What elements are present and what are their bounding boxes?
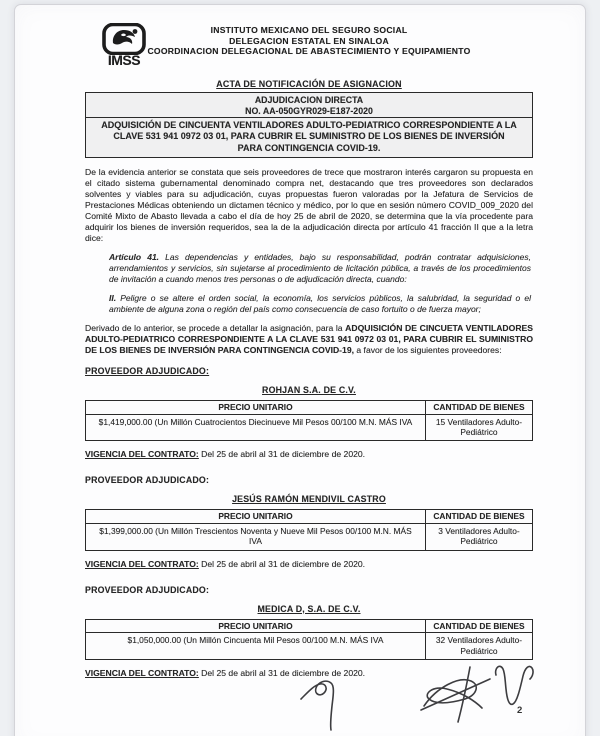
provider-name: MEDICA D, S.A. DE C.V. [257,603,361,614]
title-boxes [85,92,533,158]
price-cell: $1,399,000.00 (Un Millón Trescientos Noventa y Nueve Mil Pesos 00/100 M.N. MÁS IVA [99,525,412,547]
fraccion-ii-lead: II. [109,293,117,304]
institution-line-1: INSTITUTO MEXICANO DEL SEGURO SOCIAL [210,25,408,35]
provider-label: PROVEEDOR ADJUDICADO: [85,475,210,486]
institution-line-3: COORDINACION DELEGACIONAL DE ABASTECIMIENTO Y EQUIPAMIENTO [147,46,471,57]
provider-label: PROVEEDOR ADJUDICADO: [85,584,210,595]
table-header-row [86,510,532,523]
validity-label: VIGENCIA DEL CONTRATO: [85,667,199,678]
paragraph-derivado [85,323,533,356]
contract-validity [85,559,533,569]
articulo-41-body: Las dependencias y entidades, bajo su responsabilidad, podrán contratar adquisiciones, arrendamientos y servicios, sin sujetarse al procedimiento de licitación pública, a través de los procedimientos de invitación a cuando menos tres personas o de adjudicación directa, cuando: [109,252,531,285]
validity-label: VIGENCIA DEL CONTRATO: [85,558,199,569]
fraccion-ii-body: Peligre o se altere el orden social, la economía, los servicios públicos, la salubridad, la seguridad o el ambiente de alguna zona o región del país como consecuencia de caso fortuito o de fuerza mayor; [109,293,531,315]
price-header: PRECIO UNITARIO [218,402,293,413]
derivado-lead: Derivado de lo anterior, se procede a detallar la asignación, para la [85,322,346,333]
imss-logo [93,23,155,68]
provider-table [85,619,533,660]
quantity-cell: 15 Ventiladores Adulto-Pediátrico [425,415,532,441]
validity-dates: Del 25 de abril al 31 de diciembre de 2020. [198,667,366,678]
imss-eagle-icon [101,23,147,55]
derivado-tail: a favor de los siguientes proveedores: [354,345,502,356]
price-header: PRECIO UNITARIO [218,620,293,631]
provider-section-2 [85,475,533,568]
institution-line-2: DELEGACION ESTATAL EN SINALOA [229,35,389,46]
provider-section-1 [85,366,533,459]
table-row [86,633,532,659]
provider-name: JESÚS RAMÓN MENDIVIL CASTRO [232,494,386,505]
table-header-row [86,401,532,414]
provider-section-3 [85,585,533,678]
articulo-41-lead: Artículo 41. [109,252,160,263]
validity-label: VIGENCIA DEL CONTRATO: [85,449,199,460]
paragraph-evidencia: De la evidencia anterior se constata que seis proveedores de trece que mostraron interés cargaron su propuesta en el citado sistema gubernamental denominado compra net, destacando que tres proveedores son declarados solventes y viables para su adjudicación, cuyas propuestas fueron valoradas por la Jefatura de Servicios de Prestaciones Médicas obteniendo un dictamen técnico y médico, por lo que en sesión número COVID_009_2020 del Comité Mixto de Abasto llevada a cabo el día de hoy 25 de abril de 2020, se determina que la vía procedente para adquirir los bienes de inversión requeridos, sea la de la adjudicación directa por artículo 41 fracción II que a la letra dice: [85,166,533,244]
signature-ink-3 [492,662,536,716]
signature-ink-1 [299,671,347,733]
quantity-header: CANTIDAD DE BIENES [425,510,532,522]
paragraph-articulo-41 [109,252,531,285]
imss-logo-text: IMSS [107,52,141,68]
adquisicion-box: ADQUISICIÓN DE CINCUENTA VENTILADORES ADULTO-PEDIATRICO CORRESPONDIENTE A LA CLAVE 531 941 0972 03 01, PARA CUBRIR EL SUMINISTRO DE LOS BIENES DE INVERSIÓN PARA CONTINGENCIA COVID-19. [101,120,517,153]
derivado-bold: ADQUISICIÓN DE CINCUETA VENTILADORES ADULTO-PEDIATRICO CORRESPONDIENTE A LA CLAVE 531 941 0972 03 01, PARA CUBRIR EL SUMINISTRO DE LOS BIENES DE INVERSIÓN PARA CONTINGENCIA COVID-19, [85,322,533,356]
quantity-header: CANTIDAD DE BIENES [425,620,532,632]
table-row [86,524,532,550]
price-cell: $1,419,000.00 (Un Millón Cuatrocientos Diecinueve Mil Pesos 00/100 M.N. MÁS IVA [98,416,413,427]
table-header-row [86,620,532,633]
acta-title: ACTA DE NOTIFICACIÓN DE ASIGNACION [216,79,402,89]
contract-validity [85,449,533,459]
provider-table [85,400,533,441]
page-number: 2 [517,705,523,716]
validity-dates: Del 25 de abril al 31 de diciembre de 2020. [198,558,366,569]
quantity-cell: 32 Ventiladores Adulto-Pediátrico [425,633,532,659]
page-content [15,5,585,678]
adjudicacion-box [86,93,532,118]
price-header: PRECIO UNITARIO [218,511,293,522]
provider-name: ROHJAN S.A. DE C.V. [262,385,356,396]
signature-ink-2 [419,665,493,725]
document-header [85,21,533,68]
provider-table [85,509,533,550]
provider-label: PROVEEDOR ADJUDICADO: [85,366,210,377]
price-cell: $1,050,000.00 (Un Millón Cincuenta Mil Pesos 00/100 M.N. MÁS IVA [127,635,384,646]
adjudicacion-number: NO. AA-050GYR029-E187-2020 [245,105,373,116]
quantity-header: CANTIDAD DE BIENES [425,401,532,413]
table-row [86,415,532,441]
adjudicacion-type: ADJUDICACION DIRECTA [254,95,364,105]
quantity-cell: 3 Ventiladores Adulto-Pediátrico [425,524,532,550]
validity-dates: Del 25 de abril al 31 de diciembre de 2020. [198,449,366,460]
paragraph-fraccion-ii [109,293,531,315]
document-page [14,4,586,736]
